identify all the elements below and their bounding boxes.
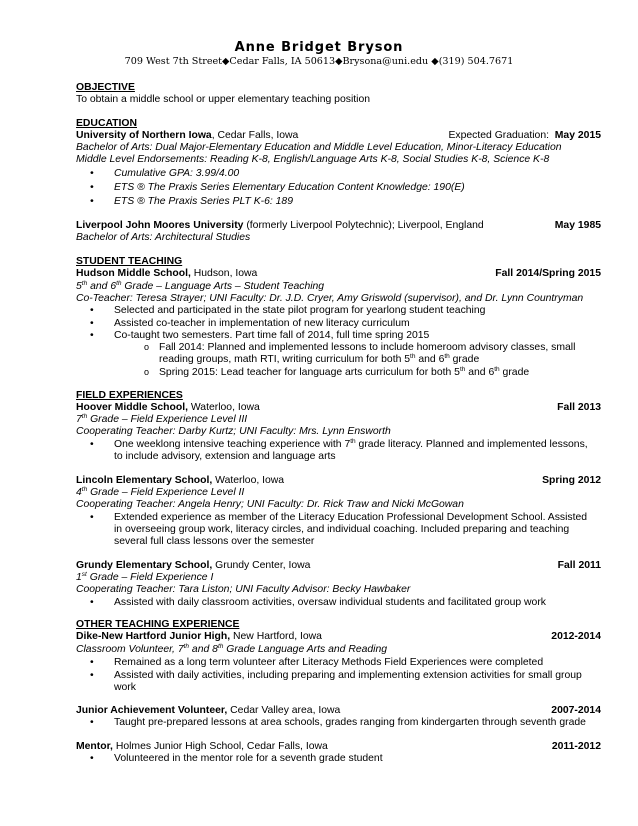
list-item: • Volunteered in the mentor role for a seventh grade student [90,753,383,764]
hoover-grade: 7th Grade – Field Experience Level III [76,413,248,425]
uni-school: University of Northern Iowa [76,130,212,141]
other-heading: OTHER TEACHING EXPERIENCE [76,619,240,630]
hudson-entry: Hudson Middle School, Hudson, Iowa Fall 2014/Spring 2015 [76,268,601,279]
hudson-coteacher: Co-Teacher: Teresa Strayer; UNI Faculty: Dr. J.D. Cryer, Amy Griswold (supervisor), and Dr. Lynn Countryman [76,293,584,304]
lincoln-grade: 4th Grade – Field Experience Level II [76,486,245,498]
sub-list-item-cont: reading groups, math RTI, writing curriculum for both 5th and 6th grade [159,353,480,365]
student-teaching-heading: STUDENT TEACHING [76,256,183,267]
uni-endorsements: Middle Level Endorsements: Reading K-8, English/Language Arts K-8, Social Studies K-8, Science K-8 [76,154,550,165]
separator: ◆ [222,56,230,67]
list-item-cont: several full class lessons over the semester [114,536,315,547]
list-item: • Assisted with daily activities, including preparing and implementing extension activities for small group [90,670,582,681]
hoover-coop: Cooperating Teacher: Darby Kurtz; UNI Faculty: Mrs. Lynn Ensworth [76,426,391,437]
objective-text: To obtain a middle school or upper elementary teaching position [76,94,371,105]
contact-line [0,56,638,67]
dike-role: Classroom Volunteer, 7th and 8th Grade Language Arts and Reading [76,643,388,655]
lincoln-coop: Cooperating Teacher: Angela Henry; UNI Faculty: Dr. Rick Traw and Nicki McGowan [76,499,464,510]
dike-entry: Dike-New Hartford Junior High, New Hartford, Iowa 2012-2014 [76,631,601,642]
address: 709 West 7th Street [124,56,223,67]
email: Brysona@uni.edu [342,56,429,67]
separator: ◆ [431,56,439,67]
list-item: • Selected and participated in the state pilot program for yearlong student teaching [90,305,486,316]
lincoln-entry: Lincoln Elementary School, Waterloo, Iowa Spring 2012 [76,475,601,486]
list-item: • Co-taught two semesters. Part time fall of 2014, full time spring 2015 [90,330,430,341]
uni-location: , Cedar Falls, Iowa [211,130,299,141]
list-item: • ETS ® The Praxis Series Elementary Education Content Knowledge: 190(E) [90,182,465,193]
sub-list-item: o Fall 2014: Planned and implemented lessons to include homeroom advisory classes, small [144,342,576,353]
liverpool-degree: Bachelor of Arts: Architectural Studies [76,232,251,243]
list-item: • Extended experience as member of the Literacy Education Professional Development School. Assisted [90,512,588,523]
list-item-cont: work [114,682,136,693]
grundy-coop: Cooperating Teacher: Tara Liston; UNI Faculty Advisor: Becky Hawbaker [76,584,411,595]
hoover-entry: Hoover Middle School, Waterloo, Iowa Fall 2013 [76,402,601,413]
list-item: • One weeklong intensive teaching experience with 7th grade literacy. Planned and implemented lessons, [90,438,588,450]
ja-entry: Junior Achievement Volunteer, Cedar Valley area, Iowa 2007-2014 [76,705,601,716]
grundy-grade: 1st Grade – Field Experience I [76,571,214,583]
uni-date: Expected Graduation: May 2015 [448,130,601,141]
phone: (319) 504.7671 [438,56,514,67]
mentor-entry: Mentor, Holmes Junior High School, Cedar Falls, Iowa 2011-2012 [76,741,601,752]
list-item: • Assisted with daily classroom activities, oversaw individual students and facilitated group work [90,597,546,608]
candidate-name: Anne Bridget Bryson [234,40,404,55]
liverpool-entry: Liverpool John Moores University (formerly Liverpool Polytechnic); Liverpool, England May 1985 [76,220,601,231]
uni-degree: Bachelor of Arts: Dual Major-Elementary Education and Middle Level Education, Minor-Literacy Education [76,142,562,153]
hudson-grade: 5th and 6th Grade – Language Arts – Student Teaching [76,280,325,292]
city: Cedar Falls, IA 50613 [229,56,336,67]
sub-list-item: o Spring 2015: Lead teacher for language arts curriculum for both 5th and 6th grade [144,366,530,378]
list-item: • Cumulative GPA: 3.99/4.00 [90,168,240,179]
objective-heading: OBJECTIVE [76,82,135,93]
grundy-entry: Grundy Elementary School, Grundy Center, Iowa Fall 2011 [76,560,601,571]
list-item-cont: in overseeing group work, literacy circles, and individual coaching. Included preparing and teaching [114,524,570,535]
education-heading: EDUCATION [76,118,137,129]
list-item: • Remained as a long term volunteer after Literacy Methods Field Experiences were completed [90,657,544,668]
field-heading: FIELD EXPERIENCES [76,390,183,401]
list-item: • ETS ® The Praxis Series PLT K-6: 189 [90,196,293,207]
list-item: • Taught pre-prepared lessons at area schools, grades ranging from kindergarten through seventh grade [90,717,586,728]
list-item-cont: to include advisory, extension and language arts [114,451,336,462]
list-item: • Assisted co-teacher in implementation of new literacy curriculum [90,318,410,329]
separator: ◆ [335,56,343,67]
